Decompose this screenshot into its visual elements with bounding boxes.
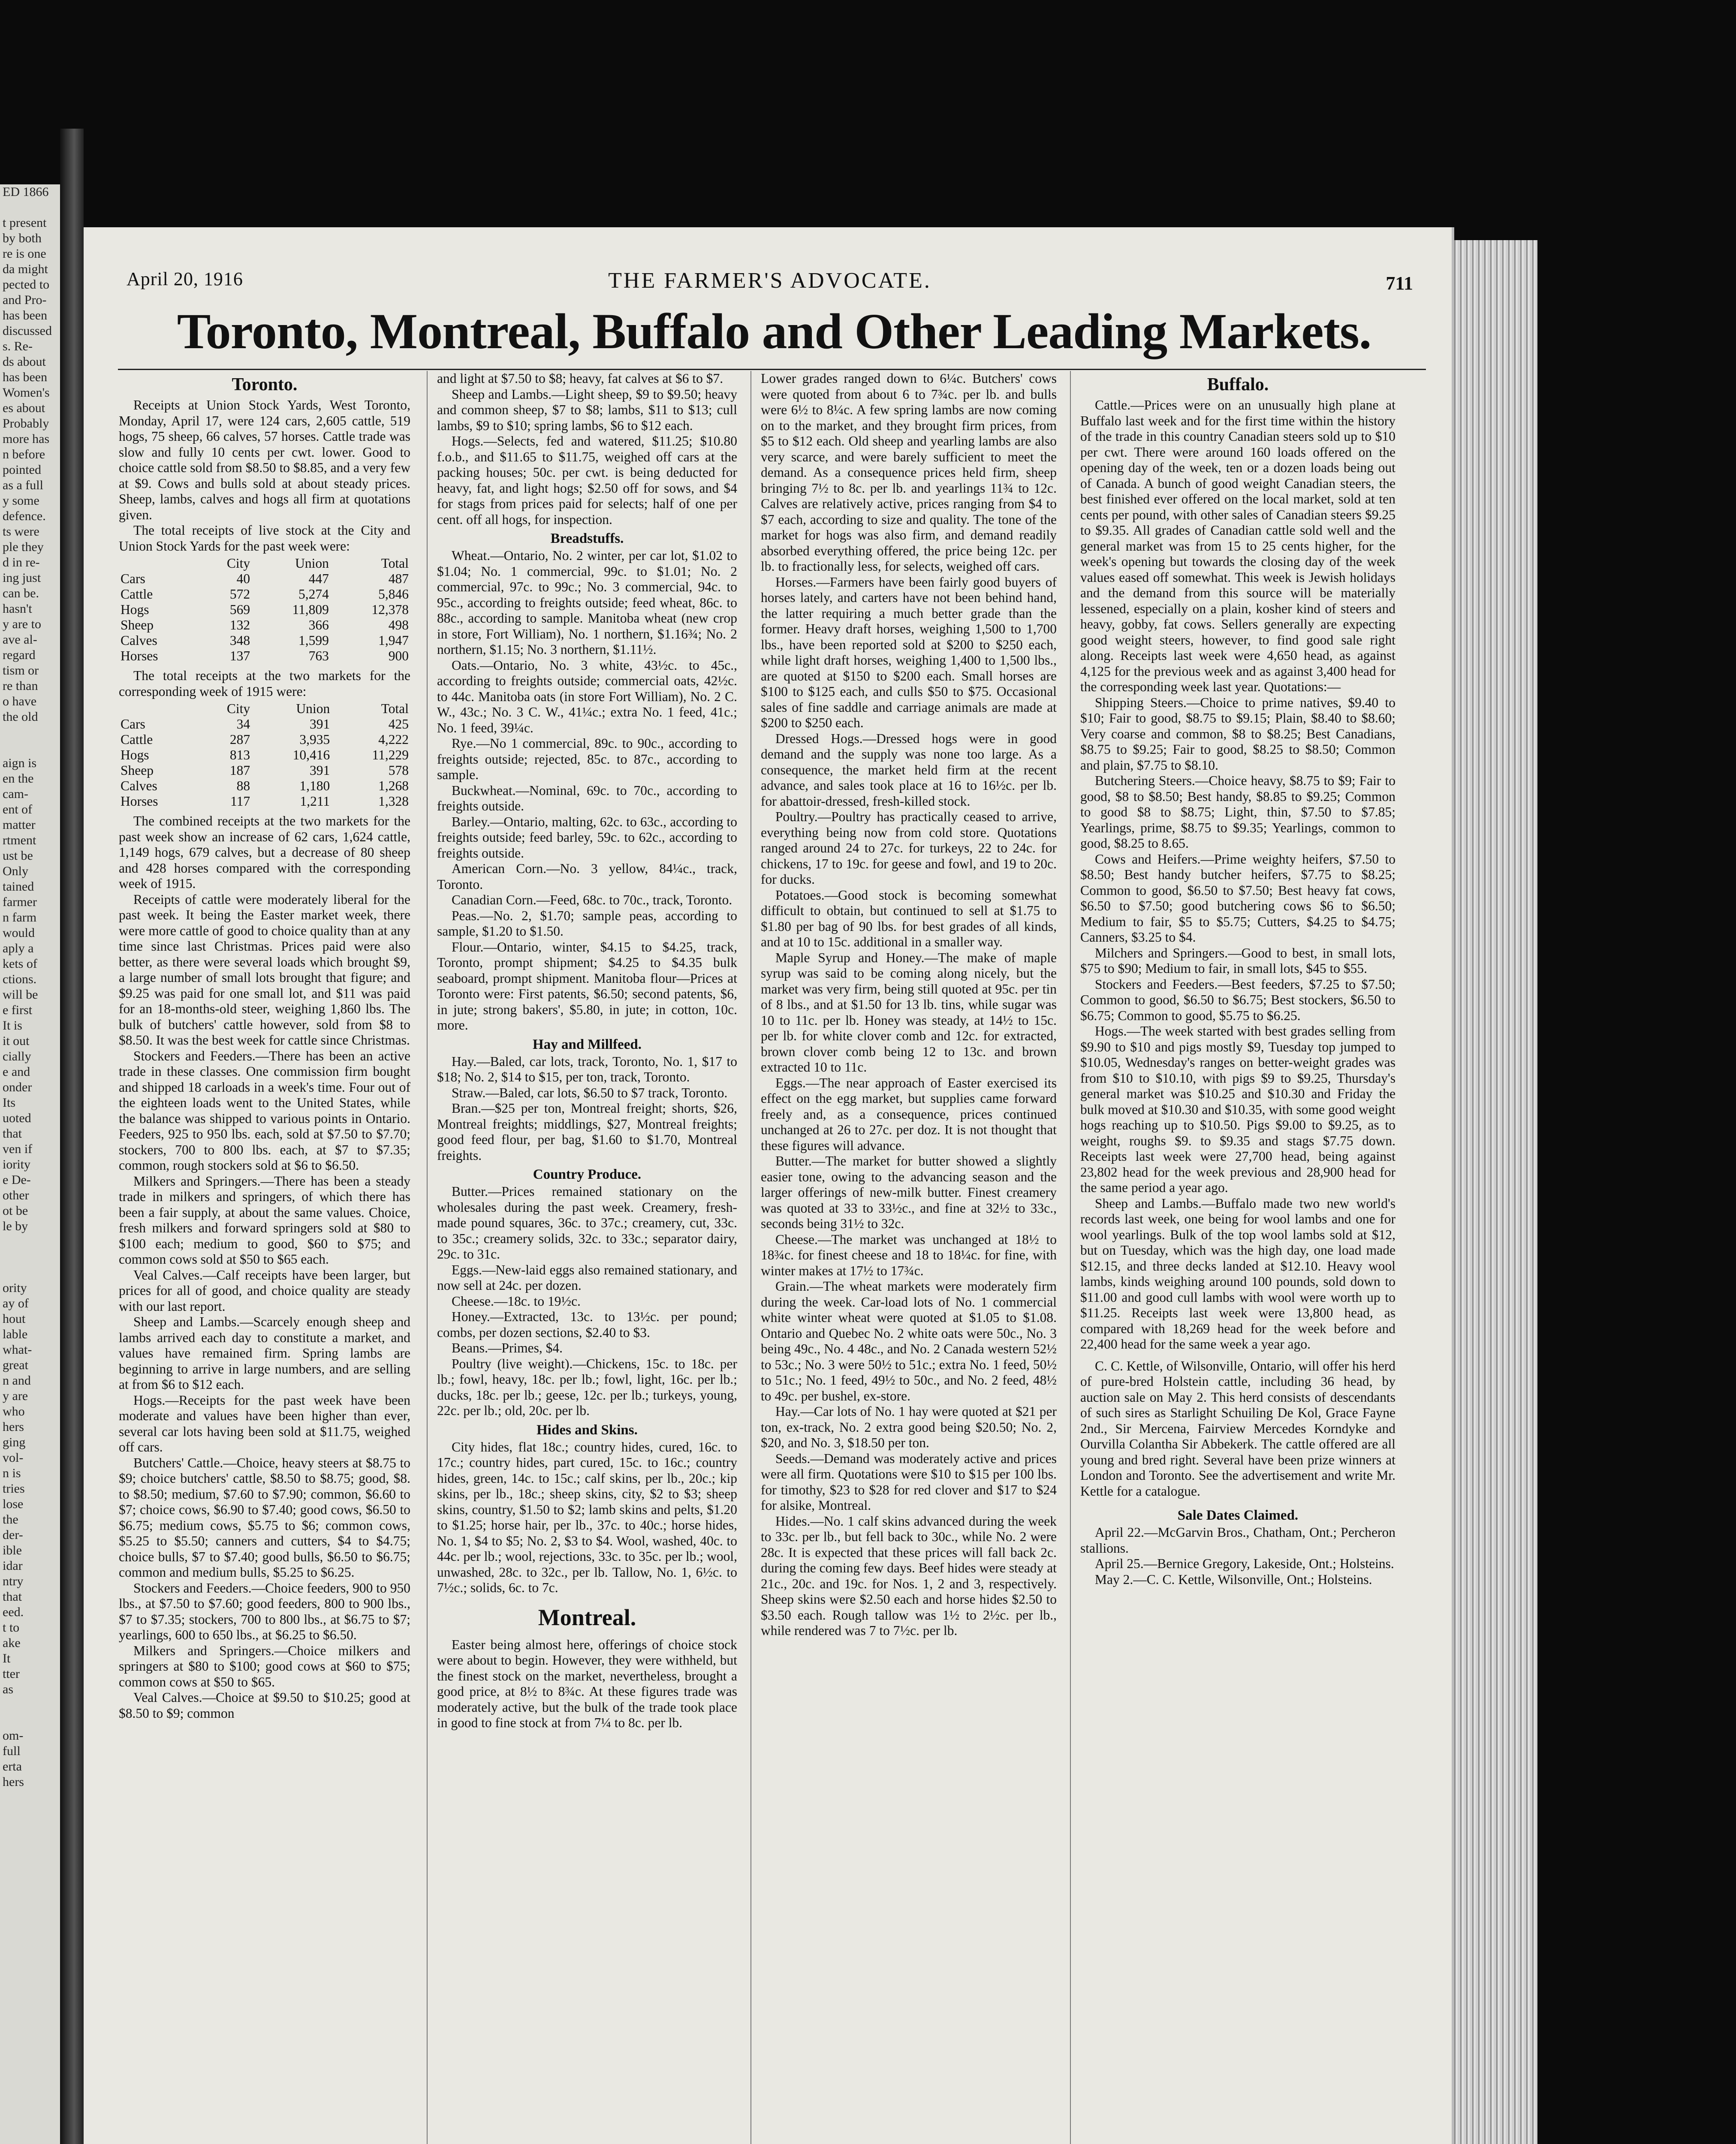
table-row (119, 747, 410, 763)
table-header (119, 556, 199, 571)
column-1 (119, 371, 410, 2144)
table-cell: 3,935 (299, 732, 330, 747)
fragment-line: om- (3, 1728, 24, 1743)
paragraph: Shipping Steers.—Choice to prime natives, $9.40 to $10; Fair to good, $8.75 to $9.15; Plain, $8.40 to $8.60; Very coarse and common, $8 to $8.25; Best Canadians, $8.75 to $9.25; Fair to good, $8.25 to $8.50; Common and plain, $7.75 to $8.10. (1080, 695, 1395, 773)
table-row (119, 648, 410, 664)
fragment-line: has been (3, 370, 48, 384)
publication-name: THE FARMER'S ADVOCATE. (608, 268, 931, 293)
fragment-line: discussed (3, 324, 52, 338)
fragment-line: ent of (3, 802, 33, 816)
fragment-line: pected to (3, 277, 50, 292)
row-label: Sheep (121, 617, 154, 632)
fragment-line: would (3, 926, 35, 940)
table-cell: 487 (388, 571, 409, 586)
table-cell: 5,846 (378, 587, 409, 602)
paragraph: Milkers and Springers.—Choice milkers and springers at $80 to $100; good cows at $60 to $75; common cows at $50 to $65. (119, 1643, 410, 1689)
paragraph: Cheese.—The market was unchanged at 18½ to 18¾c. for finest cheese and 18 to 18¼c. for fine, with winter makes at 17½ to 17¾c. (761, 1232, 1057, 1278)
table-row (119, 763, 410, 778)
row-label: Cars (121, 571, 145, 586)
paragraph: Sheep and Lambs.—Light sheep, $9 to $9.50; heavy and common sheep, $7 to $8; lambs, $11 to $13; cull lambs, $9 to $10; spring lambs, $6 to $12 each. (437, 386, 737, 433)
fragment-line: the old (3, 710, 38, 724)
fragment-line: ay of (3, 1296, 29, 1310)
row-label: Calves (121, 633, 157, 648)
fragment-line: Women's (3, 385, 50, 400)
table-cell: 578 (388, 763, 409, 778)
table-cell: 391 (309, 717, 330, 732)
paragraph: Oats.—Ontario, No. 3 white, 43½c. to 45c., according to freights outside; commercial oats, 42½c. to 44c. Manitoba oats (in store Fort William), No. 2 C. W., 43c.; No. 3 C. W., 41¼c.; extra No. 1 feed, 41c.; No. 1 feed, 39¼c. (437, 657, 737, 735)
fragment-line: by both (3, 231, 42, 245)
issue-date: April 20, 1916 (127, 268, 243, 289)
paragraph: Hides.—No. 1 calf skins advanced during the week to 33c. per lb., but fell back to 30c., while No. 2 were 28c. It is expected that these prices will fall back 2c. during the coming few days. Beef hides were steady at 21c., 20c. and 19c. for Nos. 1, 2 and 3, respectively. Sheep skins were $2.50 each and horse hides $2.50 to $3.50 each. Rough tallow was 1½ to 2½c. per lb., while rendered was 7 to 7½c. per lb. (761, 1513, 1057, 1638)
table-cell: 11,809 (292, 602, 329, 617)
paragraph: Veal Calves.—Calf receipts have been larger, but prices for all of good, and choice quality are steady with our last report. (119, 1267, 410, 1314)
paragraph: Hogs.—Selects, fed and watered, $11.25; $10.80 f.o.b., and $11.65 to $11.75, weighed off cars at the packing houses; 50c. per cwt. is being deducted for heavy, fat, and light hogs; $2.50 off for sows, and $4 for stags from prices paid for selects; half of one per cent. off all hogs, for inspection. (437, 434, 737, 527)
fragment-line: n farm (3, 910, 37, 924)
row-label: Hogs (121, 602, 149, 617)
paragraph: Straw.—Baled, car lots, $6.50 to $7 track, Toronto. (452, 1085, 728, 1100)
paragraph: Wheat.—Ontario, No. 2 winter, per car lot, $1.02 to $1.04; No. 1 commercial, 99c. to $1.01; No. 2 commercial, 97c. to 99c.; No. 3 commercial, 94c. to 95c., according to freights outside; feed wheat, 86c. to 88c., according to sample. Manitoba wheat (new crop in store, Fort William), No. 1 northern, $1.16¾; No. 2 northern, $1.15; No. 3 northern, $1.11½. (437, 548, 737, 657)
paragraph: Butchers' Cattle.—Choice, heavy steers at $8.75 to $9; choice butchers' cattle, $8.50 to $8.75; good, $8. to $8.50; medium, $7.60 to $7.90; common, $6.60 to $7; choice cows, $6.90 to $7.40; good cows, $6.50 to $6.75; medium cows, $5.75 to $6; common cows, $5.25 to $5.50; canners and cutters, $4 to $4.75; choice bulls, $7 to $7.40; good bulls, $6.50 to $6.75; common and medium bulls, $5.25 to $6.25. (119, 1455, 410, 1580)
paragraph: Cattle.—Prices were on an unusually high plane at Buffalo last week and for the first time within the history of the trade in this country Canadian steers sold up to $10 per cwt. There were around 160 loads offered on the opening day of the week, ten or a dozen loads being out of Canada. A bunch of good weight Canadian steers, the best finished ever offered on the local market, sold at ten cents per pound, with other sales of Canadian steers $9.25 to $9.35. All grades of Canadian cattle sold well and the general market was from 15 to 25 cents higher, for the week's opening but towards the closing day of the week values eased off somewhat. This week is Jewish holidays and the demand from this source will be materially lessened, especially on a plain, kosher kind of steers and heavy, gobby, fat cows. Sellers generally are expecting good weight steers, however, to find good sale right along. Receipts last week were 4,650 head, as against 4,125 for the previous week and as against 3,400 head for the corresponding week last year. Quotations:— (1080, 397, 1395, 694)
table-cell: 1,328 (378, 794, 409, 809)
fragment-line: tter (3, 1667, 20, 1681)
fragment-line: y are to (3, 617, 41, 631)
table-cell: 117 (230, 794, 250, 809)
column-2 (427, 371, 737, 2144)
fragment-line: it out (3, 1034, 30, 1048)
fragment-line: y are (3, 1389, 28, 1403)
paragraph: Potatoes.—Good stock is becoming somewhat difficult to obtain, but continued to sell at $1.75 to $1.80 per bag of 90 lbs. for best grades of all kinds, and at 10 to 15c. additional in a smaller way. (761, 887, 1057, 949)
fragment-line: der- (3, 1528, 23, 1542)
paragraph: Easter being almost here, offerings of choice stock were about to begin. However, they were withheld, but the finest stock on the market, nevertheless, brought a good price, at 8½ to 8¾c. At these figures trade was moderately active, but the bulk of the trade took place in good to fine stock at from 7¼ to 8c. per lb. (437, 1637, 737, 1730)
fragment-line: ven if (3, 1142, 33, 1156)
paragraph: Poultry (live weight).—Chickens, 15c. to 18c. per lb.; fowl, heavy, 18c. per lb.; fowl, light, 16c. per lb.; ducks, 18c. per lb.; geese, 12c. per lb.; turkeys, young, 22c. per lb.; old, 20c. per lb. (437, 1356, 737, 1418)
fragment-line: as a full (3, 478, 43, 492)
fragment-line: e first (3, 1003, 33, 1017)
fragment-line: regard (3, 648, 36, 662)
paragraph: Butter.—The market for butter showed a slightly easier tone, owing to the advancing season and the larger offerings of new-milk butter. Finest creamery was quoted at 33 to 33½c., and fine at 32½ to 33c., seconds being 31½ to 32c. (761, 1153, 1057, 1231)
fragment-line: tism or (3, 663, 39, 678)
fragment-line: as (3, 1682, 13, 1696)
paragraph: Receipts at Union Stock Yards, West Toronto, Monday, April 17, were 124 cars, 2,605 cattle, 519 hogs, 75 sheep, 66 calves, 57 horses. Cattle trade was slow and fully 10 cents per cwt. lower. Good to choice cattle sold from $8.50 to $8.85, and a very few at $9. Cows and bulls sold at about steady prices. Sheep, lambs, calves and hogs all firm at quotations given. (119, 397, 410, 522)
fragment-line: aign is (3, 756, 37, 770)
fragment-line: more has (3, 432, 50, 446)
fragment-line: da might (3, 262, 48, 276)
fragment-line: ake (3, 1636, 21, 1650)
fragment-line: can be. (3, 586, 39, 600)
fragment-line: full (3, 1744, 21, 1758)
fragment-line: lable (3, 1327, 28, 1341)
fragment-line: uoted (3, 1111, 31, 1125)
paragraph: Horses.—Farmers have been fairly good buyers of horses lately, and carters have not been behind hand, the latter requiring a much better grade than the former. Heavy draft horses, weighing 1,500 to 1,700 lbs., have been reported sold at $200 to $250 each, while light draft horses, weighing 1,400 to 1,500 lbs., are quoted at $150 to $200 each. Small horses are $100 to $125 each, and culls $50 to $75. Occasional sales of fine saddle and carriage animals are made at $200 to $250 each. (761, 574, 1057, 730)
fragment-line: will be (3, 988, 38, 1002)
row-label: Horses (121, 794, 158, 809)
paragraph: C. C. Kettle, of Wilsonville, Ontario, will offer his herd of pure-bred Holstein cattle, including 36 head, by auction sale on May 2. This herd consists of descendants of such sires as Starlight Schuiling De Kol, Grace Fayne 2nd., Sir Mercena, Fairview Mercedes Korndyke and Ourvilla Colantha Sir Abbekerk. The cattle offered are all young and bred right. Several have been prize winners at London and Toronto. See the advertisement and write Mr. Kettle for a catalogue. (1080, 1358, 1395, 1499)
paragraph: Butchering Steers.—Choice heavy, $8.75 to $9; Fair to good, $8 to $8.50; Best handy, $8.85 to $9.25; Common to good $8 to $8.75; Light, thin, $7.50 to $7.85; Yearlings, prime, $8.75 to $9.35; Yearlings, common to good, $8.25 to 8.65. (1080, 773, 1395, 851)
fragment-line: cam- (3, 787, 28, 801)
fragment-line: hasn't (3, 602, 32, 616)
row-label: Cattle (121, 732, 153, 747)
table-cell: 10,416 (292, 747, 330, 762)
table-cell: 5,274 (298, 587, 329, 602)
fragment-line: le by (3, 1219, 28, 1233)
table-cell: 391 (309, 763, 330, 778)
paragraph: Eggs.—The near approach of Easter exercised its effect on the egg market, but supplies came forward freely and, as a consequence, prices continued unchanged at 26 to 27c. per doz. It is not thought that these figures will advance. (761, 1075, 1057, 1153)
table-row (119, 571, 410, 587)
fragment-line: vol- (3, 1451, 24, 1465)
adjacent-page-fragment (0, 184, 60, 2144)
table-cell: 366 (308, 617, 329, 632)
paragraph: and light at $7.50 to $8; heavy, fat calves at $6 to $7. (437, 371, 723, 386)
fragment-line: hout (3, 1312, 26, 1326)
table-row (119, 778, 410, 794)
paragraph: Honey.—Extracted, 13c. to 13½c. per pound; combs, per dozen sections, $2.40 to $3. (437, 1309, 737, 1340)
fragment-line: other (3, 1188, 29, 1202)
paragraph: Rye.—No 1 commercial, 89c. to 90c., according to freights outside; rejected, 85c. to 87c., according to sample. (437, 736, 737, 782)
paragraph: Sheep and Lambs.—Scarcely enough sheep and lambs arrived each day to constitute a market, and values have remained firm. Spring lambs are beginning to arrive in large numbers, and are selling at from $6 to $12 each. (119, 1314, 410, 1392)
fragment-line (0, 725, 60, 740)
fragment-line: erta (3, 1759, 22, 1774)
table-header: Union (295, 556, 329, 571)
fragment-line: has been (3, 308, 48, 322)
fragment-line: cially (3, 1049, 31, 1063)
table-header: Total (381, 556, 409, 571)
fragment-line: pointed (3, 463, 41, 477)
paragraph: The combined receipts at the two markets for the past week show an increase of 62 cars, 1,624 cattle, 1,149 hogs, 679 calves, but a decrease of 80 sheep and 428 horses compared with the corresponding week of 1915. (119, 813, 410, 891)
fragment-line: ple they (3, 540, 44, 554)
fragment-line: farmer (3, 895, 37, 909)
fragment-line: great (3, 1358, 28, 1372)
paragraph: Butter.—Prices remained stationary on the wholesales during the past week. Creamery, fresh-made pound squares, 36c. to 37c.; creamery, cut, 33c. to 35c.; creamery solids, 32c. to 33c.; separator dairy, 29c. to 31c. (437, 1184, 737, 1262)
paragraph: Beans.—Primes, $4. (452, 1340, 563, 1355)
fragment-line: e and (3, 1065, 30, 1079)
subheading-country-produce: Country Produce. (533, 1167, 642, 1182)
paragraph: Bran.—$25 per ton, Montreal freight; shorts, $26, Montreal freights; middlings, $27, Montreal freights; good feed flour, per bag, $1.60 to $1.70, Montreal freights. (437, 1101, 737, 1163)
paragraph: Grain.—The wheat markets were moderately firm during the week. Car-load lots of No. 1 commercial white winter wheat were quoted at $1.05 to $1.08. Ontario and Quebec No. 2 white oats were 50c., No. 3 being 49c., No. 4 48c., and No. 2 Canada western 52½ to 53c.; No. 3 were 50½ to 51c.; extra No. 1 feed, 50½ to 51c.; No. 1 feed, 49½ to 50c., and No. 2 feed, 48½ to 49c. per bushel, ex-store. (761, 1279, 1057, 1403)
table-cell: 287 (229, 732, 250, 747)
fragment-line: tries (3, 1482, 25, 1496)
table-cell: 498 (388, 617, 409, 632)
fragment-line: ED 1866 (3, 185, 49, 199)
paragraph: Sheep and Lambs.—Buffalo made two new world's records last week, one being for wool lambs and one for wool yearlings. Bulk of the top wool lambs sold at $12, but on Tuesday, which was the high day, one load made $12.15, and three decks landed at $12.10. Heavy wool lambs, kinds weighing around 100 pounds, sold down to $11.00 and good cull lambs with wool were worth up to $11.25. Receipts last week were 13,800 head, as compared with 18,269 head for the week before and 22,400 head for the same week a year ago. (1080, 1195, 1395, 1352)
fragment-line (0, 1234, 60, 1250)
table-header: Total (381, 701, 409, 716)
fragment-line: y some (3, 494, 39, 508)
table-cell: 137 (229, 648, 250, 663)
subheading-sale-dates: Sale Dates Claimed. (1177, 1508, 1299, 1523)
paragraph: Canadian Corn.—Feed, 68c. to 70c., track, Toronto. (452, 892, 732, 907)
paragraph: May 2.—C. C. Kettle, Wilsonville, Ont.; Holsteins. (1095, 1572, 1372, 1587)
table-cell: 1,599 (298, 633, 329, 648)
paragraph: Hay.—Car lots of No. 1 hay were quoted at $21 per ton, ex-track, No. 2 extra good being $20.50; No. 2, $20, and No. 3, $18.50 per ton. (761, 1404, 1057, 1450)
fragment-line: hers (3, 1420, 24, 1434)
fragment-line: t to (3, 1620, 20, 1635)
table-cell: 132 (229, 617, 250, 632)
row-label: Horses (121, 648, 158, 663)
paragraph: City hides, flat 18c.; country hides, cured, 16c. to 17c.; country hides, part cured, 15c. to 16c.; country hides, green, 14c. to 15c.; calf skins, per lb., 20c.; kip skins, per lb., 18c.; sheep skins, city, $2 to $3; sheep skins, country, $1.50 to $2; lamb skins and pelts, $1.20 to $1.25; horse hair, per lb., 37c. to 40c.; horse hides, No. 1, $4 to $5; No. 2, $3 to $4. Wool, washed, 40c. to 44c. per lb.; wool, rejections, 33c. to 35c. per lb.; wool, unwashed, 28c. to 32c., per lb. Tallow, No. 1, 6½c. to 7½c.; solids, 6c. to 7c. (437, 1439, 737, 1595)
column-4 (1070, 371, 1395, 2144)
column-3 (750, 371, 1057, 2144)
paragraph: Hogs.—The week started with best grades selling from $9.90 to $10 and pigs mostly $9, Tuesday top jumped to $10.05, Wednesday's ranges on better-weight grades was from $10 to $10.10, with pigs $9 to $9.25, Thursday's general market was $10.25 and $10.30 and Friday the bulk moved at $10.30 and $10.35, with some good weight hogs reaching up to $10.50. Pigs $9.00 to $9.25, as to weight, roughs $9. to $9.35 and stags $7.75 down. Receipts last week were 27,700 head, being against 23,802 head for the week previous and 28,900 head for the same period a year ago. (1080, 1024, 1395, 1195)
paragraph: American Corn.—No. 3 yellow, 84¼c., track, Toronto. (437, 861, 737, 892)
fragment-line: It (3, 1651, 11, 1665)
fragment-line: ot be (3, 1204, 28, 1218)
fragment-line: iority (3, 1157, 30, 1171)
fragment-line: matter (3, 818, 36, 832)
table-cell: 12,378 (371, 602, 409, 617)
newspaper-page (84, 227, 1452, 2144)
table-cell: 813 (229, 747, 250, 762)
fragment-line: ible (3, 1543, 22, 1557)
fragment-line: ave al- (3, 632, 37, 647)
fragment-line: defence. (3, 509, 46, 523)
fragment-line: ust be (3, 849, 33, 863)
table-row (119, 794, 410, 809)
paragraph: Dressed Hogs.—Dressed hogs were in good demand and the supply was none too large. As a consequence, the market held firm at the recent advance, and sales took place at 16 to 16½c. per lb. for abattoir-dressed, fresh-killed stock. (761, 731, 1057, 809)
fragment-line: kets of (3, 957, 37, 971)
fragment-line: ntry (3, 1574, 24, 1588)
paragraph: Maple Syrup and Honey.—The make of maple syrup was said to be coming along nicely, but the market was very firm, being still quoted at 95c. per tin of 8 lbs., and at $1.50 for 13 lb. tins, while sugar was 10 to 11c. per lb. Honey was steady, at 14½ to 15c. per lb. for white clover comb and 12c. for extracted, brown clover comb being 12 to 13c. and brown extracted 10 to 11c. (761, 950, 1057, 1075)
table-row (119, 587, 410, 602)
fragment-line: that (3, 1590, 22, 1604)
fragment-line: what- (3, 1343, 32, 1357)
table-header: City (226, 556, 250, 571)
table-cell: 572 (229, 587, 250, 602)
fragment-line: eed. (3, 1605, 24, 1619)
paragraph: Stockers and Feeders.—There has been an active trade in these classes. One commission firm bought and shipped 18 carloads in a week's time. Four out of the eighteen loads went to the United States, while the balance was shipped to various points in Ontario. Feeders, 925 to 950 lbs. each, sold at $7.50 to $7.70; stockers, 700 to 800 lbs. each, at $7 to $7.35; common, rough stockers sold at $6 to $6.50. (119, 1048, 410, 1173)
table-row (119, 617, 410, 633)
table-row (119, 602, 410, 617)
fragment-line: s. Re- (3, 339, 33, 353)
paragraph: Seeds.—Demand was moderately active and prices were all firm. Quotations were $10 to $15 per 100 lbs. for timothy, $23 to $28 for red clover and $17 to $24 for alsike, Montreal. (761, 1451, 1057, 1513)
paragraph: Poultry.—Poultry has practically ceased to arrive, everything being now from cold store. Quotations ranged around 24 to 27c. for turkeys, 22 to 24c. for chickens, 17 to 19c. for geese and fowl, and 19 to 20c. for ducks. (761, 809, 1057, 887)
paragraph: Lower grades ranged down to 6¼c. Butchers' cows were quoted from about 6 to 7¾c. per lb. and bulls were 6½ to 8¼c. A few spring lambs are now coming on to the market, and they brought firm prices, from $5 to $12 each. Old sheep and yearling lambs are also very scarce, and were barely sufficient to meet the demand. As a consequence prices held firm, sheep bringing 7½ to 8c. per lb. and yearlings 11¾ to 12c. Calves are relatively active, prices ranging from $4 to $7 each, according to size and quality. The tone of the market for hogs was also firm, and demand readily absorbed everything offered, the price being 12c. per lb. to fractionally less, for selects, weighed off cars. (761, 371, 1057, 574)
fragment-line: o have (3, 694, 37, 708)
fragment-line: n before (3, 447, 45, 461)
fragment-line: t present (3, 216, 47, 230)
fragment-line: n and (3, 1373, 31, 1388)
fragment-line: ctions. (3, 972, 37, 986)
title-rule (118, 369, 1426, 370)
fragment-line (0, 200, 60, 215)
paragraph: Stockers and Feeders.—Best feeders, $7.25 to $7.50; Common to good, $6.50 to $6.75; Best stockers, $6.50 to $6.75; Common to good, $5.75 to $6.25. (1080, 976, 1395, 1023)
section-heading-buffalo: Buffalo. (1207, 375, 1269, 394)
paragraph: Eggs.—New-laid eggs also remained stationary, and now sell at 24c. per dozen. (437, 1262, 737, 1293)
fragment-line: ts were (3, 524, 39, 539)
fragment-line: who (3, 1404, 25, 1418)
fragment-line: and Pro- (3, 293, 47, 307)
fragment-line: lose (3, 1497, 24, 1511)
table-cell: 187 (229, 763, 250, 778)
paragraph: Hay.—Baled, car lots, track, Toronto, No. 1, $17 to $18; No. 2, $14 to $15, per ton, track, Toronto. (437, 1054, 737, 1084)
fragment-line: ing just (3, 571, 41, 585)
paragraph: The total receipts of live stock at the City and Union Stock Yards for the past week were: (119, 523, 410, 554)
table-cell: 1,211 (300, 794, 330, 809)
table-cell: 425 (388, 717, 409, 732)
table-cell: 34 (236, 717, 250, 732)
fragment-line: Probably (3, 416, 49, 431)
fragment-line (0, 1713, 60, 1728)
page-title: Toronto, Montreal, Buffalo and Other Leading Markets. (177, 303, 1371, 359)
row-label: Calves (121, 778, 157, 793)
paragraph: Stockers and Feeders.—Choice feeders, 900 to 950 lbs., at $7.50 to $7.60; good feeders, 800 to 900 lbs., $7 to $7.35; stockers, 700 to 800 lbs., at $6.75 to $7; yearlings, 600 to 650 lbs., at $6.25 to $6.50. (119, 1580, 410, 1642)
paragraph: Cows and Heifers.—Prime weighty heifers, $7.50 to $8.50; Best handy butcher heifers, $7.75 to $8.25; Common to good, $6.50 to $7.50; Best heavy fat cows, $6.50 to $7.50; good butchering cows $6 to $6.50; Medium to fair, $5 to $5.75; Cutters, $4.25 to $4.75; Canners, $3.25 to $4. (1080, 851, 1395, 945)
paragraph: Milchers and Springers.—Good to best, in small lots, $75 to $90; Medium to fair, in small lots, $45 to $55. (1080, 945, 1395, 976)
table-cell: 447 (308, 571, 329, 586)
table-cell: 569 (229, 602, 250, 617)
paragraph: Barley.—Ontario, malting, 62c. to 63c., according to freights outside; feed barley, 59c. to 62c., according to freights outside. (437, 814, 737, 861)
paragraph: Receipts of cattle were moderately liberal for the past week. It being the Easter market week, there were more cattle of good to choice quality than at any time since last Christmas. Prices paid were also better, as there were several loads which brought $9, a large number of small lots brought that figure; and $9.25 was paid for one small lot, and $11 was paid for an 18-months-old steer, weighing 1,860 lbs. The bulk of butchers' cattle however, sold from $8 to $8.50. It was the best week for cattle since Christmas. (119, 891, 410, 1048)
book-binding (60, 129, 84, 2144)
table-header: City (226, 701, 250, 716)
paragraph: Hogs.—Receipts for the past week have been moderate and values have been higher than ever, several car lots having been sold at $11.75, weighed off cars. (119, 1392, 410, 1454)
subheading-hides-skins: Hides and Skins. (536, 1422, 638, 1438)
paragraph: Buckwheat.—Nominal, 69c. to 70c., according to freights outside. (437, 783, 737, 813)
paragraph: April 25.—Bernice Gregory, Lakeside, Ont.; Holsteins. (1095, 1556, 1394, 1571)
table-cell: 4,222 (378, 732, 409, 747)
table-cell: 1,180 (299, 778, 330, 793)
fragment-line: d in re- (3, 555, 40, 569)
table-cell: 900 (388, 648, 409, 663)
table-cell: 11,229 (372, 747, 409, 762)
row-label: Cars (121, 717, 145, 732)
fragment-line: ging (3, 1435, 26, 1449)
fragment-line: idar (3, 1559, 23, 1573)
fragment-line: Only (3, 864, 28, 878)
subheading-breadstuffs: Breadstuffs. (550, 531, 624, 546)
fragment-line: n is (3, 1466, 21, 1480)
fragment-line: re than (3, 679, 38, 693)
page-header (127, 268, 1413, 294)
row-label: Cattle (121, 587, 153, 602)
table-row (119, 732, 410, 747)
fragment-line: aply a (3, 941, 34, 955)
page-number: 711 (1386, 273, 1413, 294)
fragment-line: en the (3, 771, 34, 786)
table-cell: 40 (236, 571, 250, 586)
paragraph: Flour.—Ontario, winter, $4.15 to $4.25, track, Toronto, prompt shipment; $4.25 to $4.35 bulk seaboard, prompt shipment. Manitoba flour—Prices at Toronto were: First patents, $6.50; second patents, $6, in jute; strong bakers', $5.80, in jute; in cotton, 10c. more. (437, 939, 737, 1033)
row-label: Hogs (121, 747, 149, 762)
receipts-table-1916 (119, 556, 410, 664)
fragment-line: e De- (3, 1173, 31, 1187)
table-row (119, 717, 410, 732)
paragraph: Peas.—No. 2, $1.70; sample peas, according to sample, $1.20 to $1.50. (437, 908, 737, 939)
fragment-line: ority (3, 1281, 27, 1295)
fragment-line: that (3, 1126, 22, 1141)
row-label: Sheep (121, 763, 154, 778)
fragment-line: re is one (3, 247, 46, 261)
fragment-line: ds about (3, 355, 46, 369)
paragraph: Veal Calves.—Choice at $9.50 to $10.25; good at $8.50 to $9; common (119, 1690, 410, 1721)
fragment-line: hers (3, 1775, 24, 1789)
fragment-line: rtment (3, 833, 36, 847)
table-cell: 348 (229, 633, 250, 648)
fragment-line: onder (3, 1080, 32, 1094)
table-cell: 1,947 (378, 633, 409, 648)
fragment-line (0, 1265, 60, 1280)
receipts-table-1915 (119, 701, 410, 809)
paragraph: Cheese.—18c. to 19½c. (452, 1293, 581, 1309)
table-row (119, 633, 410, 648)
fragment-line (0, 1697, 60, 1713)
section-heading-montreal: Montreal. (538, 1604, 636, 1630)
fragment-line: tained (3, 879, 34, 894)
subheading-hay-millfeed: Hay and Millfeed. (533, 1036, 642, 1052)
fragment-line (0, 740, 60, 756)
paragraph: The total receipts at the two markets for the corresponding week of 1915 were: (119, 668, 410, 699)
table-cell: 763 (308, 648, 329, 663)
paragraph: Milkers and Springers.—There has been a steady trade in milkers and springers, of which there has been a fair supply, at about the same values. Choice, fresh milkers and forward springers sold at $80 to $100 each; medium to good, $60 to $75; and common cows sold at $50 to $65 each. (119, 1173, 410, 1267)
table-header (119, 701, 199, 717)
fragment-line: Its (3, 1096, 15, 1110)
fragment-line (0, 1250, 60, 1265)
table-cell: 1,268 (378, 778, 409, 793)
page-edges (1452, 240, 1537, 2144)
table-cell: 88 (236, 778, 250, 793)
section-heading-toronto: Toronto. (232, 375, 298, 394)
fragment-line: the (3, 1512, 18, 1527)
fragment-line: es about (3, 401, 45, 415)
table-header: Union (296, 701, 330, 716)
fragment-line: It is (3, 1018, 22, 1033)
paragraph: April 22.—McGarvin Bros., Chatham, Ont.; Percheron stallions. (1080, 1525, 1395, 1556)
